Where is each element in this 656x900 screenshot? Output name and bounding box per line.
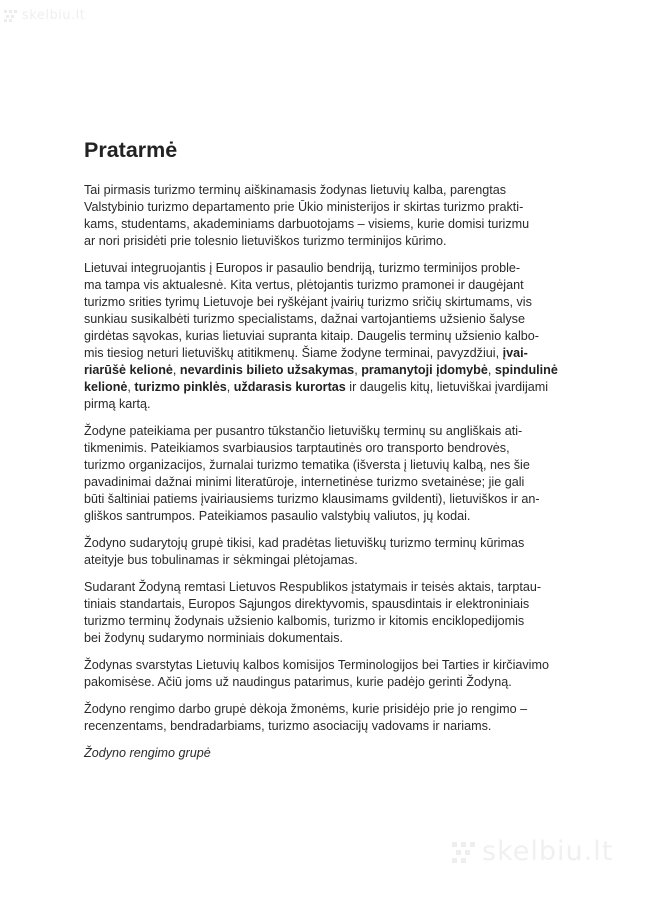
text-line: girdėtas sąvokas, kurias lietuviai supranta kitaip. Daugelis terminų užsienio kalbo- <box>84 329 539 343</box>
text-line: mis tiesiog neturi lietuviškų atitikmenų. Šiame žodyne terminai, pavyzdžiui, <box>84 346 503 360</box>
page-title: Pratarmė <box>84 138 178 162</box>
text-line: recenzentams, bendradarbiams, turizmo asociacijų vadovams ir nariams. <box>84 719 492 733</box>
separator: , <box>127 380 135 394</box>
paragraph-sources <box>84 579 570 647</box>
separator: , <box>172 363 180 377</box>
separator: , <box>354 363 362 377</box>
text-line: pakomisėse. Ačiū joms už naudingus patarimus, kurie padėjo gerinti Žodyną. <box>84 675 512 689</box>
term-bold: pramanytoji įdomybė <box>361 363 488 377</box>
paragraph-content <box>84 423 570 525</box>
skelbiu-logo-icon <box>4 10 18 22</box>
text-line: kams, studentams, akademiniams darbuotojams – visiems, kurie domisi turizmu <box>84 217 530 231</box>
paragraph-hope <box>84 535 570 569</box>
text-line: Žodyno rengimo darbo grupė dėkoja žmonėms, kurie prisidėjo prie jo rengimo – <box>84 702 528 716</box>
text-line: Žodyno sudarytojų grupė tikisi, kad pradėtas lietuviškų turizmo terminų kūrimas <box>84 536 525 550</box>
text-line: sunkiau susikalbėti turizmo specialistams, dažnai vartojantiems užsienio šalyse <box>84 312 525 326</box>
text-line: ar nori prisidėti prie tolesnio lietuviškos turizmo terminijos kūrimo. <box>84 234 447 248</box>
text-line: bei žodynų sudarymo norminiais dokumentais. <box>84 631 344 645</box>
term-bold: nevardinis bilieto užsakymas <box>179 363 355 377</box>
text-line: ma tampa vis aktualesnė. Kita vertus, plėtojantis turizmo pramonei ir daugėjant <box>84 278 524 292</box>
term-bold: spindulinė <box>494 363 558 377</box>
signature: Žodyno rengimo grupė <box>84 746 211 760</box>
paragraph-thanks <box>84 701 570 735</box>
term-bold: uždarasis kurortas <box>233 380 346 394</box>
watermark-top-text: skelbiu.lt <box>22 8 86 23</box>
paragraph-review <box>84 657 570 691</box>
text-line: turizmo srities tyrimų Lietuvoje bei ryškėjant įvairių turizmo sričių skirtumams, vis <box>84 295 532 309</box>
term-bold: kelionė <box>84 380 128 394</box>
text-line: Tai pirmasis turizmo terminų aiškinamasis žodynas lietuvių kalba, parengtas <box>84 183 507 197</box>
text-line: tiniais standartais, Europos Sąjungos direktyvomis, spausdintais ir elektroniniais <box>84 597 530 611</box>
text-line: turizmo terminų žodynais užsienio kalbomis, turizmo ir kitomis enciklopedijomis <box>84 614 525 628</box>
text-line: pirmą kartą. <box>84 397 151 411</box>
watermark-top <box>4 8 85 23</box>
skelbiu-logo-icon <box>452 842 478 864</box>
text-line: ateityje bus tobulinamas ir sėkmingai plėtojamas. <box>84 553 358 567</box>
separator: , <box>487 363 495 377</box>
term-bold: turizmo pinklės <box>134 380 227 394</box>
text-line: Žodynas svarstytas Lietuvių kalbos komisijos Terminologijos bei Tarties ir kirčiavimo <box>84 658 549 672</box>
text-line: Lietuvai integruojantis į Europos ir pasaulio bendriją, turizmo terminijos proble- <box>84 261 521 275</box>
text-line: Valstybinio turizmo departamento prie Ūkio ministerijos ir skirtas turizmo prakti- <box>84 200 524 214</box>
watermark-bottom <box>452 836 613 867</box>
page-content <box>84 136 570 772</box>
watermark-bottom-text: skelbiu.lt <box>482 836 614 867</box>
term-bold: įvai- <box>502 346 528 360</box>
text-line: tikmenimis. Pateikiamos svarbiausios tarptautinės oro transporto bendrovės, <box>84 441 510 455</box>
paragraph-intro <box>84 182 570 250</box>
paragraph-integration <box>84 260 570 413</box>
separator: , <box>226 380 234 394</box>
text-line: Sudarant Žodyną remtasi Lietuvos Respublikos įstatymais ir teisės aktais, tarptau- <box>84 580 542 594</box>
text-line: būti šaltiniai patiems įvairiausiems turizmo klausimams gvildenti), lietuviškos ir an- <box>84 492 540 506</box>
text-line: pavadinimai dažnai minimi literatūroje, internetinėse turizmo svetainėse; jie gali <box>84 475 525 489</box>
text-line: Žodyne pateikiama per pusantro tūkstančio lietuviškų terminų su angliškais ati- <box>84 424 523 438</box>
term-bold: riarūšė kelionė <box>84 363 173 377</box>
text-line: gliškos santrumpos. Pateikiamos pasaulio valstybių valiutos, jų kodai. <box>84 509 471 523</box>
text-line: turizmo organizacijos, žurnalai turizmo tematika (išversta į lietuvių kalbą, nes šie <box>84 458 530 472</box>
text-line: ir daugelis kitų, lietuviškai įvardijami <box>345 380 549 394</box>
